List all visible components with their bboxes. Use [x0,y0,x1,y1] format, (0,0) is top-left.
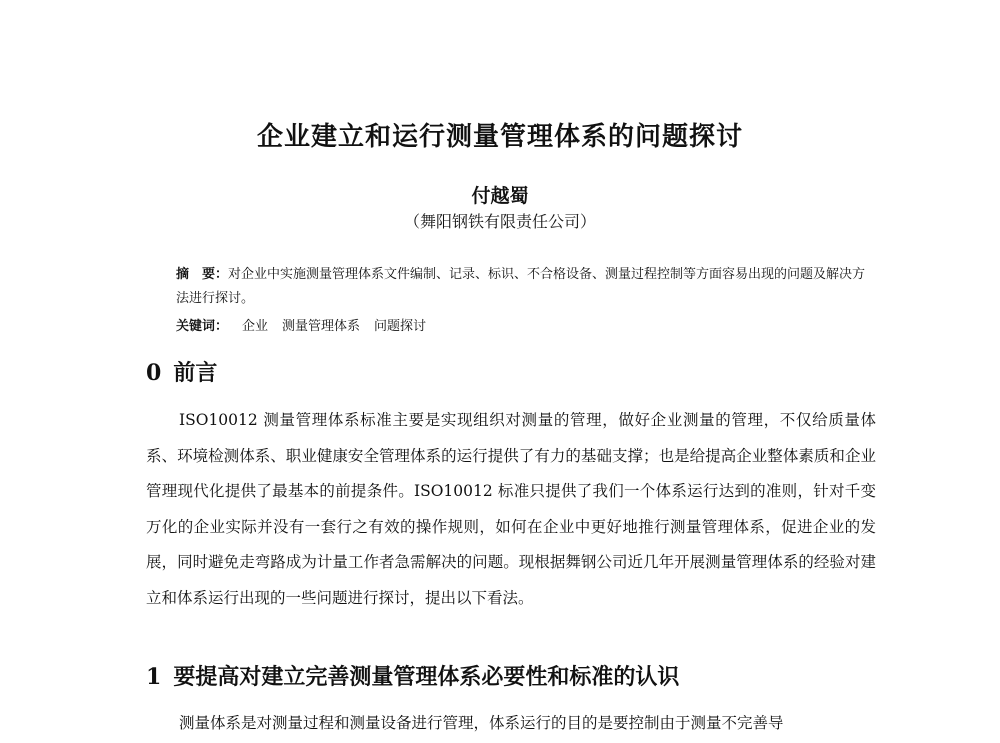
keyword-item: 企业 [242,319,269,334]
section-number: 0 [146,360,162,386]
abstract-label: 摘 要： [176,267,229,282]
author-affiliation: （舞阳钢铁有限责任公司） [403,212,596,231]
keyword-item: 问题探讨 [374,319,427,334]
section-paragraph-1: 测量体系是对测量过程和测量设备进行管理，体系运行的目的是要控制由于测量不完善导 [179,714,784,732]
section-heading-0 [146,356,217,387]
keywords-label: 关键词： [176,319,229,334]
section-title: 要提高对建立完善测量管理体系必要性和标准的认识 [173,664,680,690]
abstract-paragraph [148,263,872,311]
author-name: 付越蜀 [471,185,529,207]
section-title: 前言 [173,360,218,386]
section-heading-1 [146,660,679,691]
abstract-text: 对企业中实施测量管理体系文件编制、记录、标识、不合格设备、测量过程控制等方面容易出现的问题及解决方法进行探讨。 [176,267,866,306]
section-paragraph-0: ISO10012 测量管理体系标准主要是实现组织对测量的管理，做好企业测量的管理，不仅给质量体系、环境检测体系、职业健康安全管理体系的运行提供了有力的基础支撑；也是给提高企业整体素质和企业管理现代化提供了最基本的前提条件。ISO10012 标准只提供了我们一个体系运行达到的准则，针对千变万化的企业实际并没有一套行之有效的操作规则，如何在企业中更好地推行测量管理体系，促进企业的发展，同时避免走弯路成为计量工作者急需解决的问题。现根据舞钢公司近几年开展测量管理体系的经验对建立和体系运行出现的一些问题进行探讨，提出以下看法。 [146,411,876,607]
section-number: 1 [146,664,162,690]
keywords [176,315,426,339]
paper-title: 企业建立和运行测量管理体系的问题探讨 [256,122,743,152]
keyword-item: 测量管理体系 [282,319,361,334]
abstract [148,263,872,311]
